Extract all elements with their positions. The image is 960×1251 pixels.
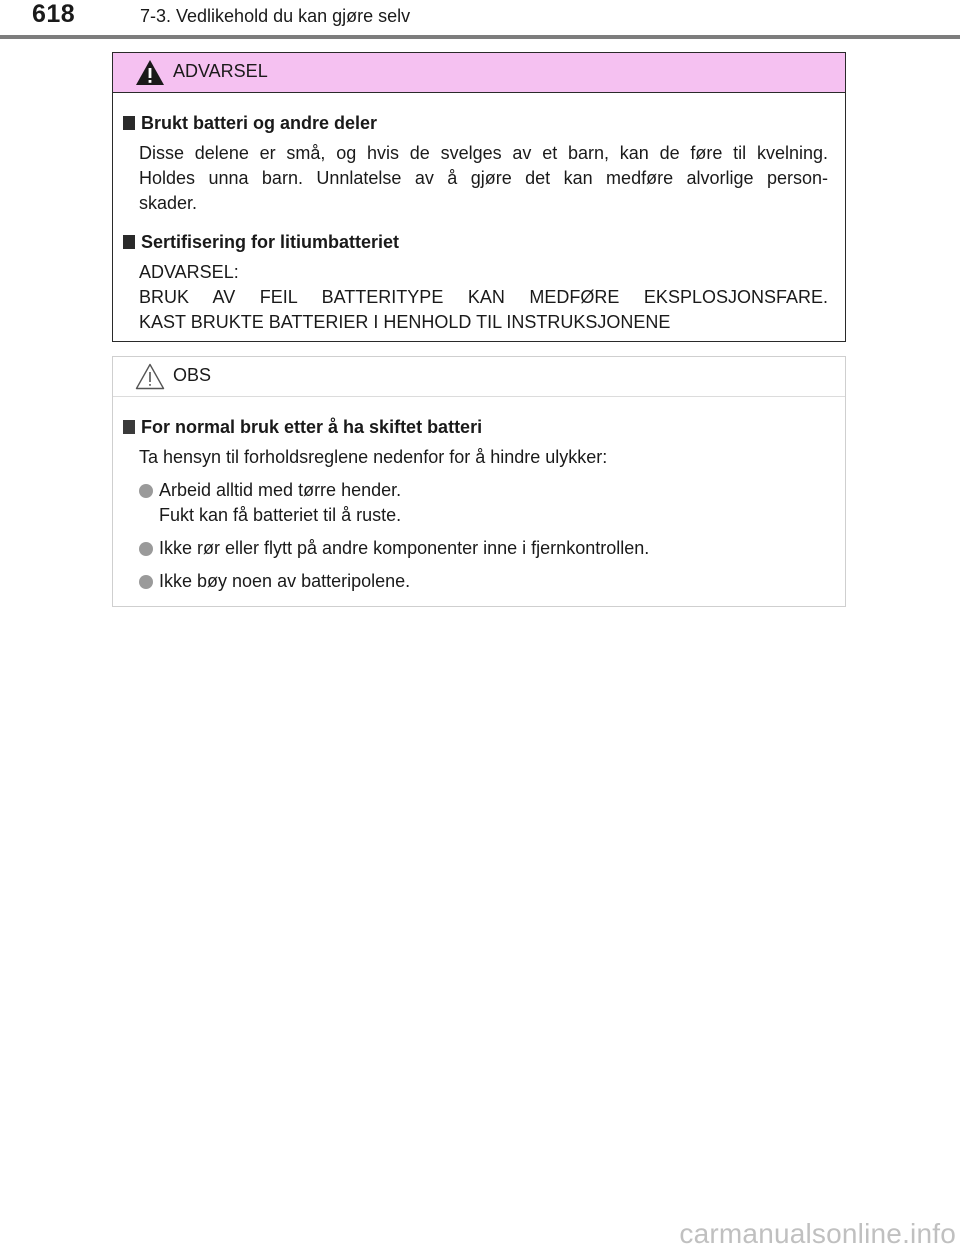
notice-box <box>112 356 846 607</box>
item-title <box>123 111 828 135</box>
warning-label: ADVARSEL <box>173 61 268 81</box>
paragraph-line: Holdes unna barn. Unnlatelse av å gjøre det kan medføre alvorlige person- <box>139 168 828 188</box>
paragraph-line: skader. <box>139 193 198 213</box>
watermark: carmanualsonline.info <box>679 1218 956 1249</box>
bullet-line: Ikke bøy noen av batteripolene. <box>159 571 411 591</box>
list-item <box>139 536 828 561</box>
notice-box-header <box>113 357 845 397</box>
warning-item <box>123 111 828 216</box>
round-bullet-icon <box>139 484 153 498</box>
bullet-line: Ikke rør eller flytt på andre komponenter inne i fjernkontrollen. <box>159 538 650 558</box>
notice-intro: Ta hensyn til forholdsreglene nedenfor for å hindre ulykker: <box>139 447 608 467</box>
section-title: 7-3. Vedlikehold du kan gjøre selv <box>140 6 411 26</box>
item-paragraph <box>139 260 828 335</box>
list-item <box>139 569 828 594</box>
item-title <box>123 230 828 254</box>
paragraph-line: BRUK AV FEIL BATTERITYPE KAN MEDFØRE EKSPLOSJONSFARE. <box>139 287 828 307</box>
paragraph-line: Disse delene er små, og hvis de svelges av et barn, kan de føre til kvelning. <box>139 143 828 163</box>
square-bullet-icon <box>123 116 135 130</box>
item-title-text: For normal bruk etter å ha skiftet batteri <box>141 417 483 437</box>
round-bullet-icon <box>139 575 153 589</box>
page-number: 618 <box>32 0 76 28</box>
paragraph-line: KAST BRUKTE BATTERIER I HENHOLD TIL INSTRUKSJONENE <box>139 312 671 332</box>
bullet-line: Fukt kan få batteriet til å ruste. <box>159 505 402 525</box>
item-title-text: Sertifisering for litiumbatteriet <box>141 232 400 252</box>
header-rule <box>0 35 960 39</box>
warning-box-body <box>113 93 845 335</box>
notice-label: OBS <box>173 365 212 385</box>
square-bullet-icon <box>123 235 135 249</box>
list-item <box>139 478 828 528</box>
notice-box-body <box>113 397 845 594</box>
warning-triangle-icon <box>135 59 165 86</box>
item-title-text: Brukt batteri og andre deler <box>141 113 378 133</box>
notice-item <box>123 415 828 594</box>
warning-item <box>123 230 828 335</box>
square-bullet-icon <box>123 420 135 434</box>
bullet-text <box>159 569 410 594</box>
round-bullet-icon <box>139 542 153 556</box>
item-paragraph <box>139 141 828 216</box>
caution-triangle-icon <box>135 363 165 390</box>
bullet-text <box>159 536 649 561</box>
warning-box-header <box>113 53 845 93</box>
warning-box <box>112 52 846 342</box>
item-title <box>123 415 828 439</box>
paragraph-line: ADVARSEL: <box>139 262 239 282</box>
bullet-text <box>159 478 401 528</box>
bullet-line: Arbeid alltid med tørre hender. <box>159 480 402 500</box>
